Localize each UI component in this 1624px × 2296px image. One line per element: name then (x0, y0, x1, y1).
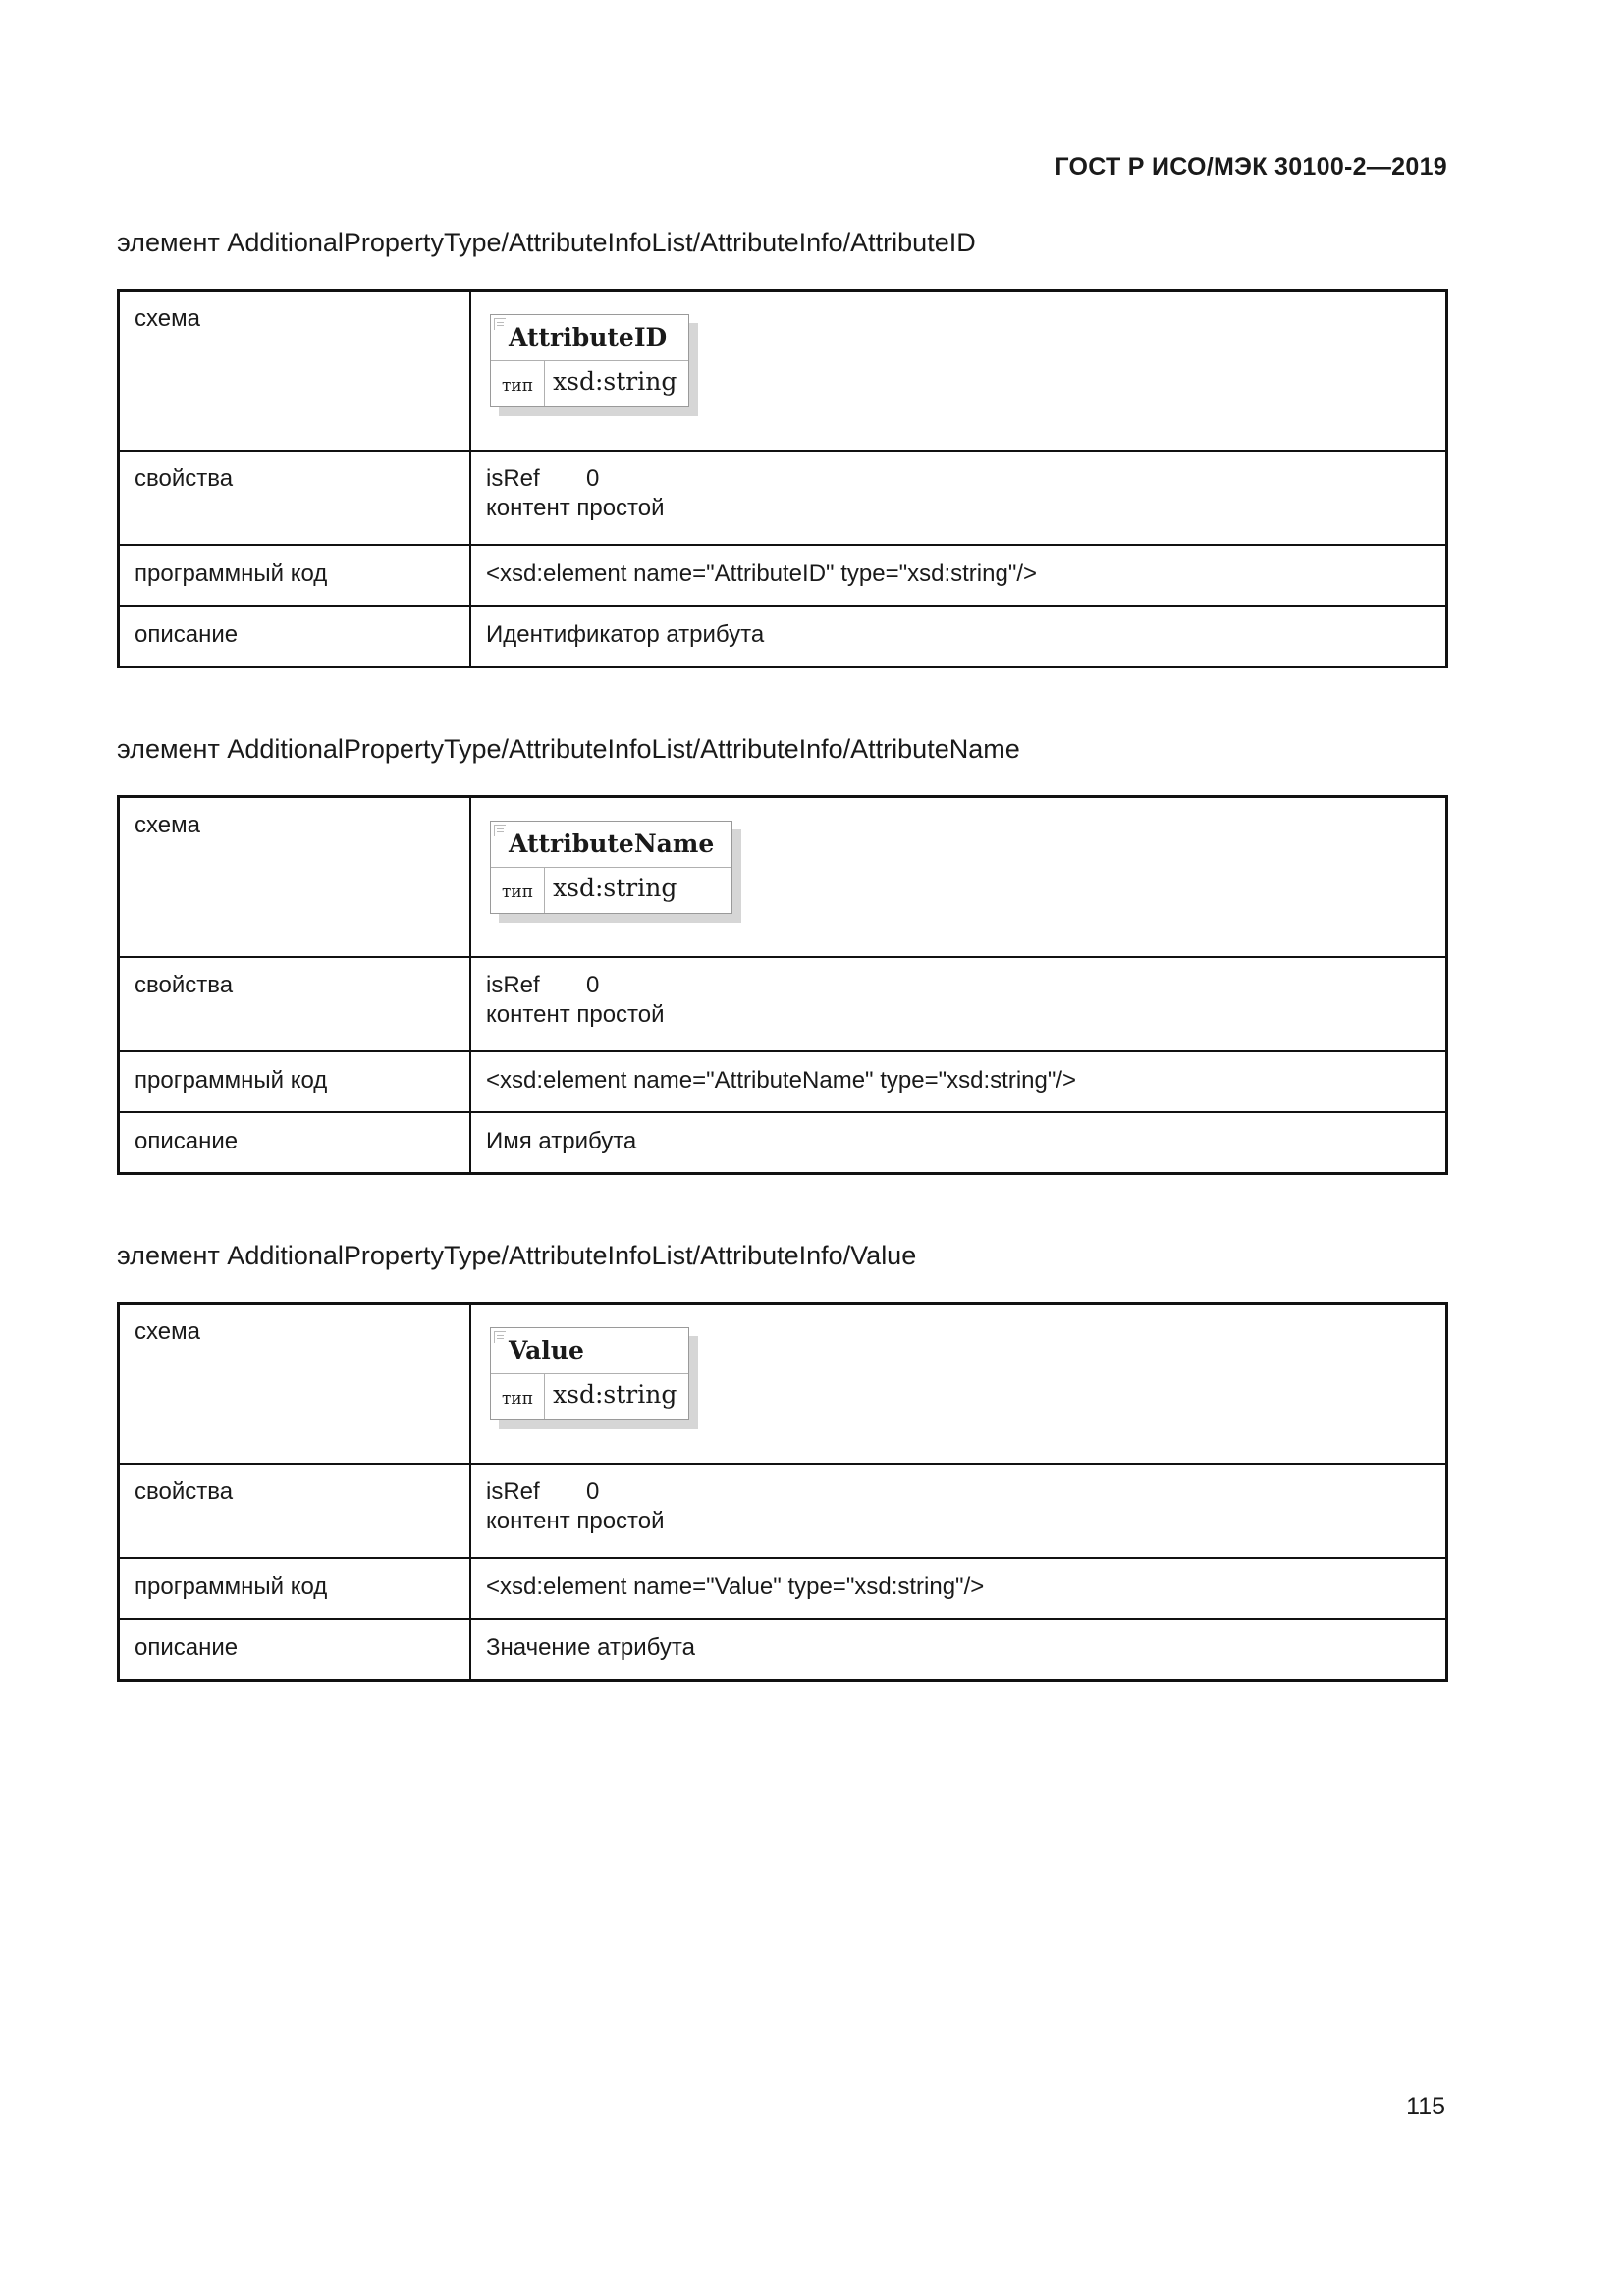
element-table (117, 1302, 1448, 1682)
documentation-icon (494, 825, 506, 836)
schema-type-row (491, 868, 731, 913)
code-label: программный код (119, 1558, 471, 1619)
isref-key: isRef (486, 465, 540, 492)
properties-row (119, 451, 1447, 545)
code-label: программный код (119, 545, 471, 606)
documentation-icon (494, 1331, 506, 1343)
properties-cell (470, 451, 1447, 545)
isref-key: isRef (486, 972, 540, 998)
schema-row (119, 1304, 1447, 1465)
schema-type-label: тип (491, 361, 545, 406)
code-label: программный код (119, 1051, 471, 1112)
schema-element-name: Value (509, 1336, 584, 1364)
schema-type-value: xsd:string (553, 1380, 677, 1409)
code-row (119, 545, 1447, 606)
content-line: контент простой (486, 1001, 665, 1028)
code-row (119, 1558, 1447, 1619)
element-table (117, 795, 1448, 1175)
element-section-title: элемент AdditionalPropertyType/AttributeInfoList/AttributeInfo/Value (117, 1241, 917, 1270)
description-row (119, 606, 1447, 667)
schema-element-name: AttributeName (509, 829, 715, 858)
schema-diagram (490, 314, 689, 407)
content-line: контент простой (486, 495, 665, 521)
schema-diagram-box (490, 821, 732, 914)
properties-label: свойства (119, 1464, 471, 1558)
documentation-icon (494, 318, 506, 330)
page-number: 115 (1406, 2093, 1445, 2120)
element-section-title: элемент AdditionalPropertyType/AttributeInfoList/AttributeInfo/AttributeID (117, 228, 976, 257)
element-section-title: элемент AdditionalPropertyType/AttributeInfoList/AttributeInfo/AttributeName (117, 734, 1020, 764)
schema-row (119, 797, 1447, 958)
properties-label: свойства (119, 957, 471, 1051)
schema-type-value: xsd:string (553, 874, 677, 902)
description-value: Значение атрибута (470, 1619, 1447, 1681)
code-value: <xsd:element name="AttributeID" type="xsd:string"/> (470, 545, 1447, 606)
schema-diagram (490, 821, 732, 914)
schema-type-label: тип (491, 1374, 545, 1419)
element-section-value (117, 1240, 1448, 1661)
properties-cell (470, 1464, 1447, 1558)
isref-value: 0 (586, 972, 600, 998)
schema-element-name: AttributeID (509, 323, 668, 351)
isref-line (486, 971, 1431, 1000)
description-label: описание (119, 1112, 471, 1174)
element-section-attribute-id (117, 227, 1448, 648)
code-value: <xsd:element name="AttributeName" type="xsd:string"/> (470, 1051, 1447, 1112)
schema-diagram-box (490, 1327, 689, 1420)
properties-row (119, 957, 1447, 1051)
description-value: Имя атрибута (470, 1112, 1447, 1174)
schema-type-row (491, 361, 688, 406)
properties-label: свойства (119, 451, 471, 545)
schema-cell (470, 1304, 1447, 1465)
properties-row (119, 1464, 1447, 1558)
schema-type-value: xsd:string (553, 367, 677, 396)
schema-diagram-box (490, 314, 689, 407)
description-label: описание (119, 1619, 471, 1681)
isref-key: isRef (486, 1478, 540, 1505)
content-line: контент простой (486, 1508, 665, 1534)
schema-type-row (491, 1374, 688, 1419)
description-value: Идентификатор атрибута (470, 606, 1447, 667)
schema-type-label: тип (491, 868, 545, 913)
document-standard-header: ГОСТ Р ИСО/МЭК 30100-2—2019 (1055, 153, 1447, 181)
description-row (119, 1619, 1447, 1681)
isref-value: 0 (586, 465, 600, 492)
schema-label: схема (119, 1304, 471, 1465)
schema-label: схема (119, 291, 471, 452)
schema-cell (470, 797, 1447, 958)
element-section-attribute-name (117, 733, 1448, 1154)
schema-label: схема (119, 797, 471, 958)
schema-row (119, 291, 1447, 452)
isref-value: 0 (586, 1478, 600, 1505)
isref-line (486, 464, 1431, 494)
description-row (119, 1112, 1447, 1174)
properties-cell (470, 957, 1447, 1051)
schema-diagram (490, 1327, 689, 1420)
code-value: <xsd:element name="Value" type="xsd:string"/> (470, 1558, 1447, 1619)
schema-cell (470, 291, 1447, 452)
isref-line (486, 1477, 1431, 1507)
code-row (119, 1051, 1447, 1112)
element-table (117, 289, 1448, 668)
description-label: описание (119, 606, 471, 667)
